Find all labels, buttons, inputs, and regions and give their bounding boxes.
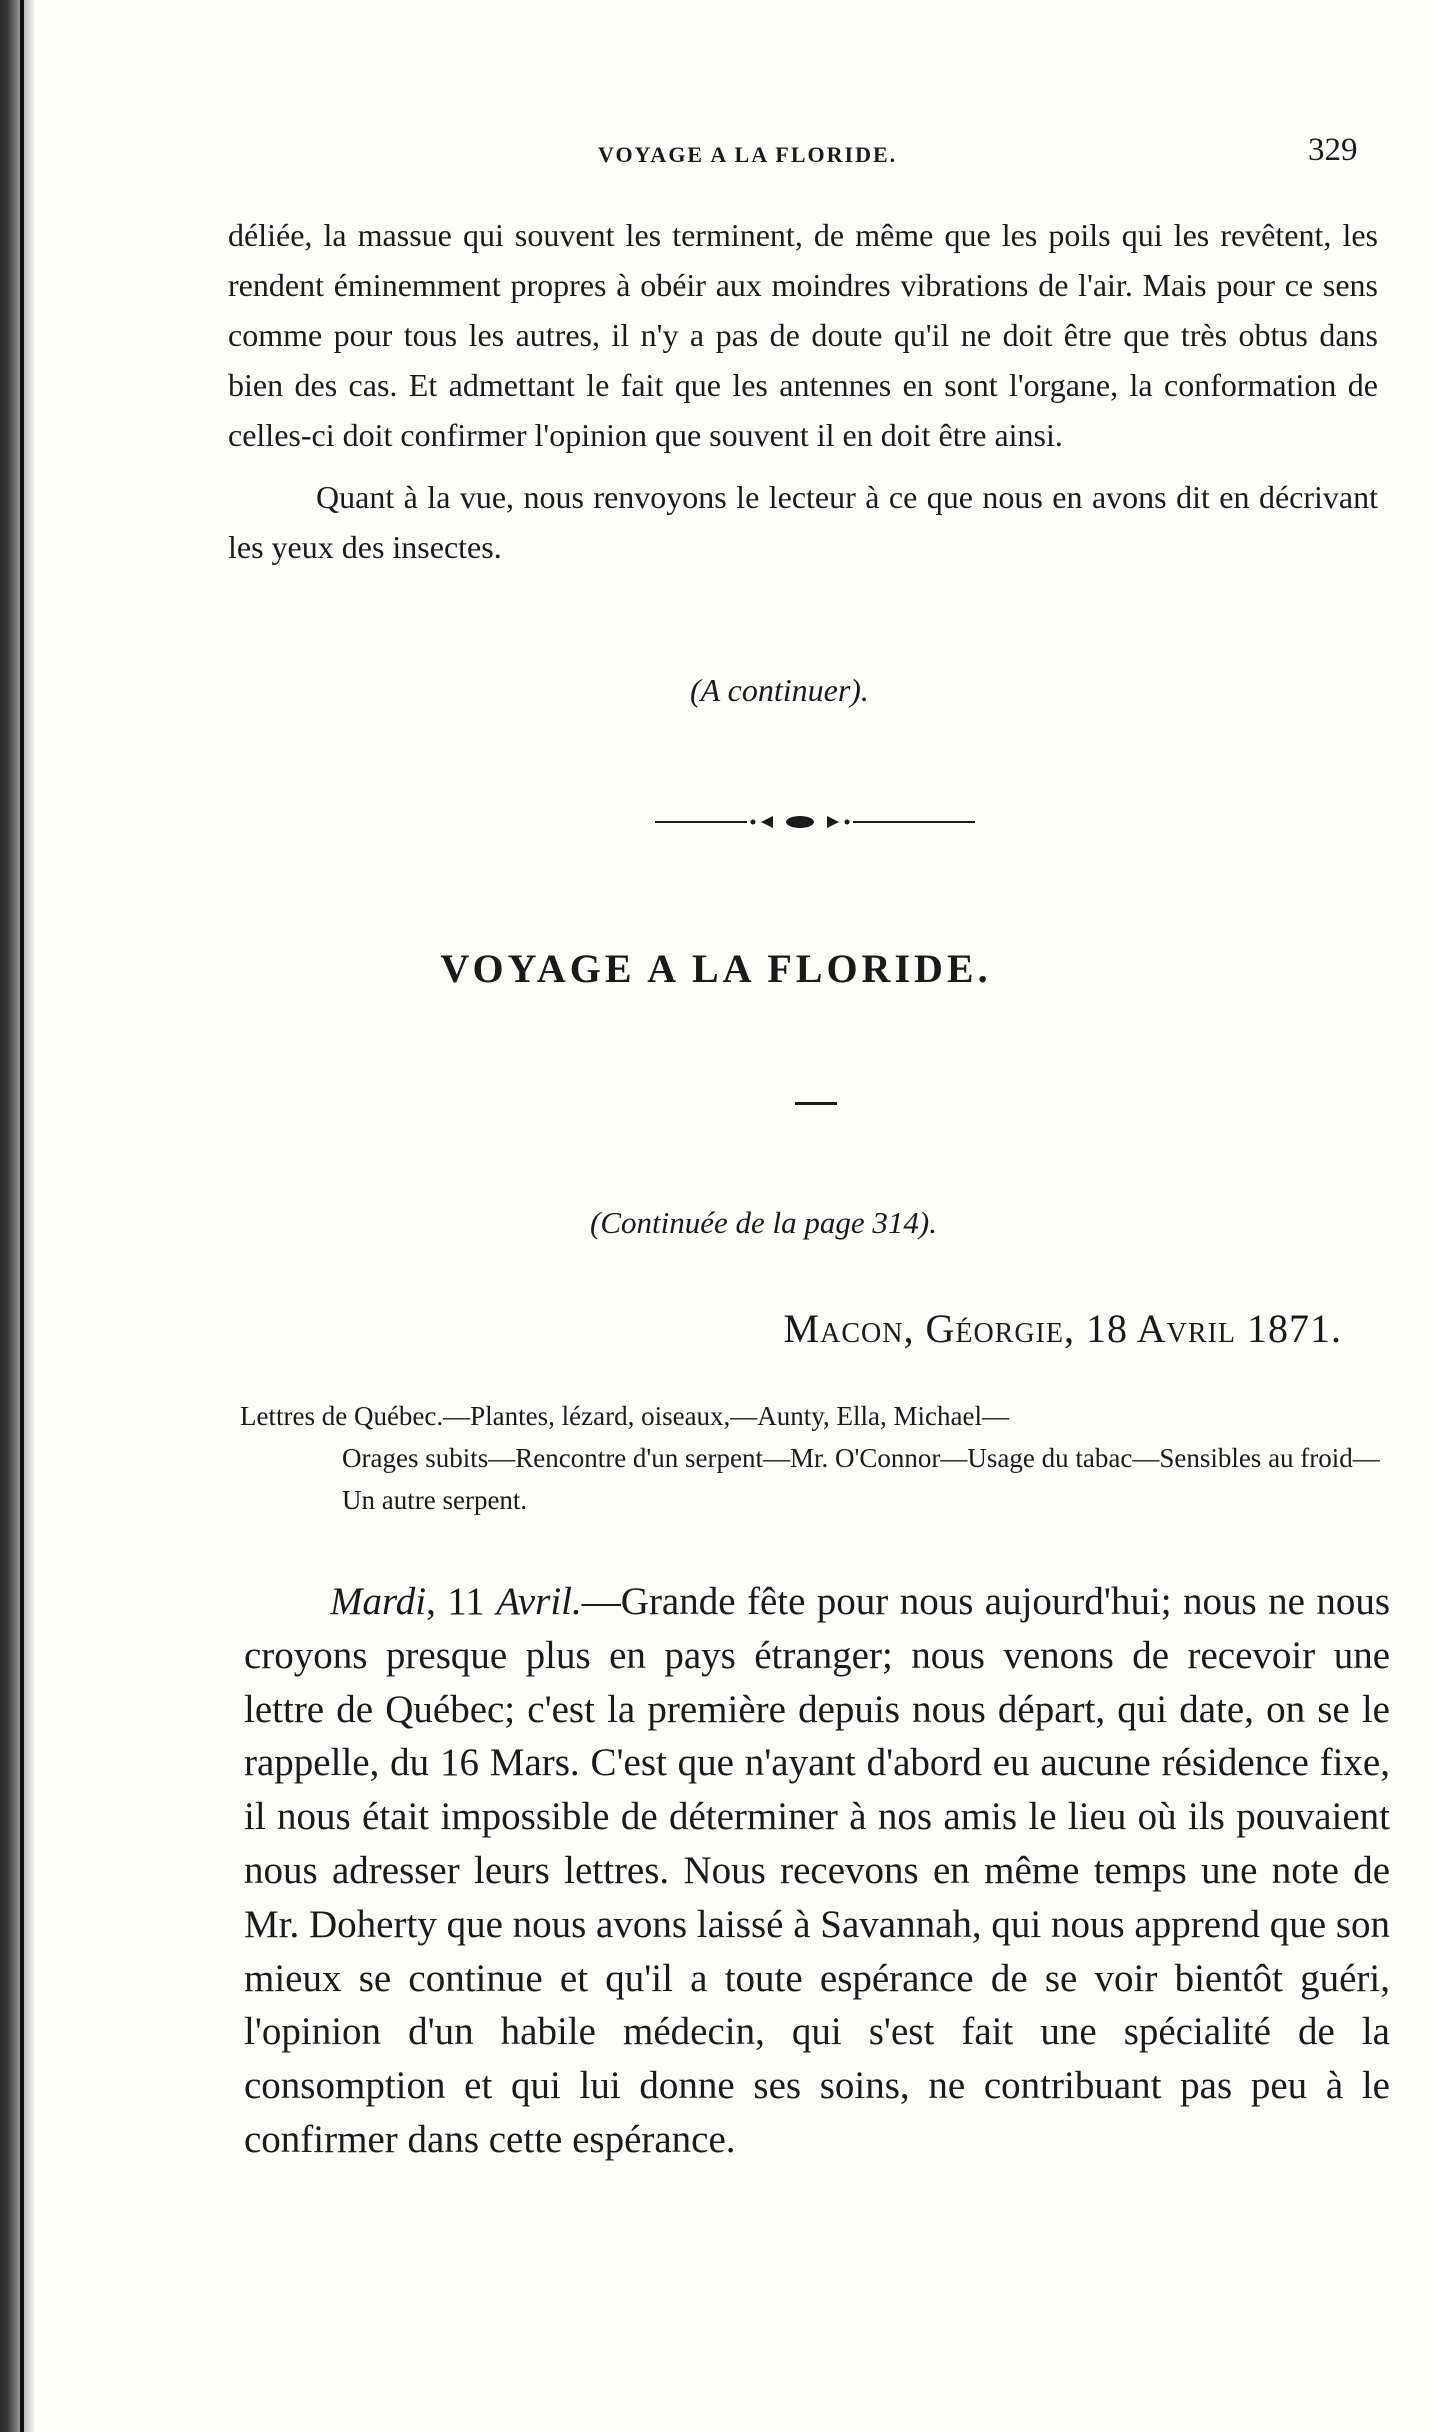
summary-line-first: Lettres de Québec.—Plantes, lézard, oiseaux,—Aunty, Ella, Michael— bbox=[240, 1401, 1009, 1431]
previous-article-text bbox=[228, 210, 1378, 572]
page-binding-edge bbox=[0, 0, 34, 2432]
body-month: Avril. bbox=[496, 1580, 582, 1623]
body-paragraph: —Grande fête pour nous aujourd'hui; nous ne nous croyons presque plus en pays étranger; nous venons de recevoir une lettre de Québec; c'est la première depuis nous départ, qui date, on se le rappelle, du 16 Mars. C'est que n'ayant d'abord eu aucune résidence fixe, il nous était impossible de déterminer à nos amis le lieu où ils pouvaient nous adresser leurs lettres. Nous recevons en même temps une note de Mr. Doherty que nous avons laissé à Savannah, qui nous apprend que son mieux se continue et qu'il a toute espérance de se voir bientôt guéri, l'opinion d'un habile médecin, qui s'est fait une spécialité de la consomption et qui lui donne ses soins, ne contribuant pas peu à le confirmer dans cette espérance. bbox=[244, 1580, 1390, 2161]
ornamental-divider bbox=[655, 812, 975, 832]
previous-paragraph-2: Quant à la vue, nous renvoyons le lecteur à ce que nous en avons dit en décrivant les yeux des insectes. bbox=[228, 479, 1378, 565]
body-day: Mardi bbox=[330, 1580, 427, 1623]
page-number: 329 bbox=[1308, 132, 1358, 168]
dateline: Macon, Géorgie, 18 Avril 1871. bbox=[783, 1306, 1342, 1351]
running-title: VOYAGE A LA FLORIDE. bbox=[598, 142, 898, 167]
article-body bbox=[244, 1575, 1390, 2167]
article-title: VOYAGE A LA FLORIDE. bbox=[440, 946, 992, 991]
to-be-continued-note: (A continuer). bbox=[690, 672, 869, 708]
title-rule bbox=[795, 1102, 837, 1105]
body-date-separator: , 11 bbox=[426, 1580, 497, 1623]
previous-paragraph-1: déliée, la massue qui souvent les terminent, de même que les poils qui les revêtent, les rendent éminemment propres à obéir aux moindres vibrations de l'air. Mais pour ce sens comme pour tous les autres, il n'y a pas de doute qu'il ne doit être que très obtus dans bien des cas. Et admettant le fait que les antennes en sont l'organe, la conformation de celles-ci doit confirmer l'opinion que souvent il en doit être ainsi. bbox=[228, 217, 1378, 453]
body-lead-indent bbox=[244, 1580, 330, 1623]
continued-from-note: (Continuée de la page 314). bbox=[590, 1205, 937, 1240]
binding-shadow-line bbox=[20, 0, 24, 2432]
summary-continuation: Orages subits—Rencontre d'un serpent—Mr. O'Connor—Usage du tabac—Sensibles au froid—Un autre serpent. bbox=[342, 1443, 1380, 1515]
chapter-summary bbox=[240, 1395, 1390, 1521]
